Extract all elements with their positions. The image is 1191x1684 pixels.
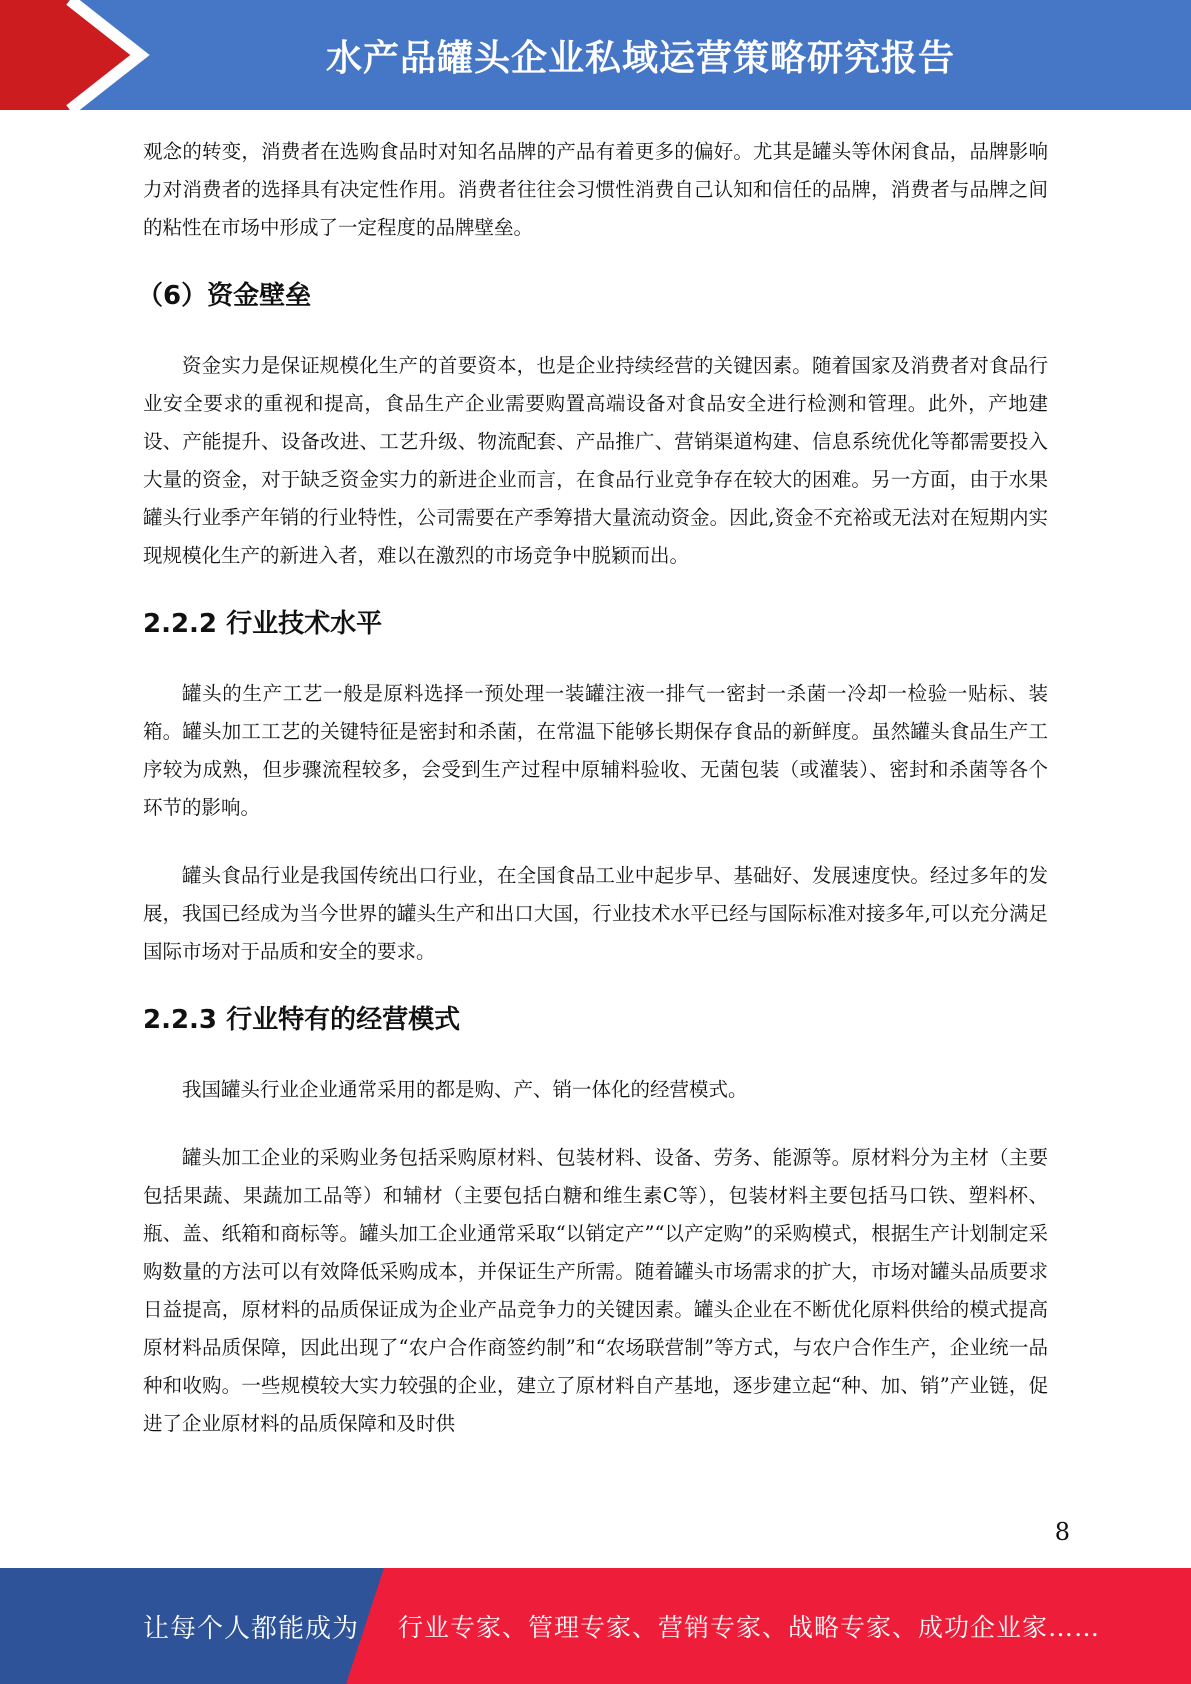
paragraph-procurement: 罐头加工企业的采购业务包括采购原材料、包装材料、设备、劳务、能源等。原材料分为主材（主要包括果蔬、果蔬加工品等）和辅材（主要包括白糖和维生素C等），包装材料主要包括马口铁、塑料杯、瓶、盖、纸箱和商标等。罐头加工企业通常采取“以销定产”“以产定购”的采购模式，根据生产计划制定采购数量的方法可以有效降低采购成本，并保证生产所需。随着罐头市场需求的扩大，市场对罐头品质要求日益提高，原材料的品质保证成为企业产品竞争力的关键因素。罐头企业在不断优化原料供给的模式提高原材料品质保障，因此出现了“农户合作商签约制”和“农场联营制”等方式，与农户合作生产，企业统一品种和收购。一些规模较大实力较强的企业，建立了原材料自产基地，逐步建立起“种、加、销”产业链，促进了企业原材料的品质保障和及时供 xyxy=(143,1146,1048,1435)
paragraph-technology-export: 罐头食品行业是我国传统出口行业，在全国食品工业中起步早、基础好、发展速度快。经过多年的发展，我国已经成为当今世界的罐头生产和出口大国，行业技术水平已经与国际标准对接多年,可以充分满足国际市场对于品质和安全的要求。 xyxy=(143,864,1048,963)
page-content xyxy=(137,133,1048,1473)
report-title: 水产品罐头企业私域运营策略研究报告 xyxy=(325,37,955,79)
paragraph-technology-process: 罐头的生产工艺一般是原料选择一预处理一装罐注液一排气一密封一杀菌一冷却一检验一贴标、装箱。罐头加工工艺的关键特征是密封和杀菌，在常温下能够长期保存食品的新鲜度。虽然罐头食品生产工序较为成熟，但步骤流程较多，会受到生产过程中原辅料验收、无菌包装（或灌装）、密封和杀菌等各个环节的影响。 xyxy=(143,682,1048,819)
footer-slogan-left: 让每个人都能成为 xyxy=(143,1613,360,1644)
page-number: 8 xyxy=(1054,1518,1070,1546)
paragraph-capital-barrier: 资金实力是保证规模化生产的首要资本，也是企业持续经营的关键因素。随着国家及消费者对食品行业安全要求的重视和提高，食品生产企业需要购置高端设备对食品安全进行检测和管理。此外，产地建设、产能提升、设备改进、工艺升级、物流配套、产品推广、营销渠道构建、信息系统优化等都需要投入大量的资金，对于缺乏资金实力的新进企业而言，在食品行业竞争存在较大的困难。另一方面，由于水果罐头行业季产年销的行业特性，公司需要在产季筹措大量流动资金。因此,资金不充裕或无法对在短期内实现规模化生产的新进入者，难以在激烈的市场竞争中脱颖而出。 xyxy=(143,354,1048,567)
page-header xyxy=(0,0,1191,110)
footer-slogan-right: 行业专家、管理专家、营销专家、战略专家、成功企业家…… xyxy=(398,1613,1101,1642)
paragraph-business-model-intro: 我国罐头行业企业通常采用的都是购、产、销一体化的经营模式。 xyxy=(182,1078,748,1101)
heading-capital-barrier: （6）资金壁垒 xyxy=(137,281,312,311)
paragraph-brand-barrier: 观念的转变，消费者在选购食品时对知名品牌的产品有着更多的偏好。尤其是罐头等休闲食品，品牌影响力对消费者的选择具有决定性作用。消费者往往会习惯性消费自己认知和信任的品牌，消费者与品牌之间的粘性在市场中形成了一定程度的品牌壁垒。 xyxy=(143,140,1048,239)
heading-technology-level: 2.2.2 行业技术水平 xyxy=(143,609,383,639)
page-footer xyxy=(0,1568,1191,1684)
heading-business-model: 2.2.3 行业特有的经营模式 xyxy=(143,1005,461,1035)
